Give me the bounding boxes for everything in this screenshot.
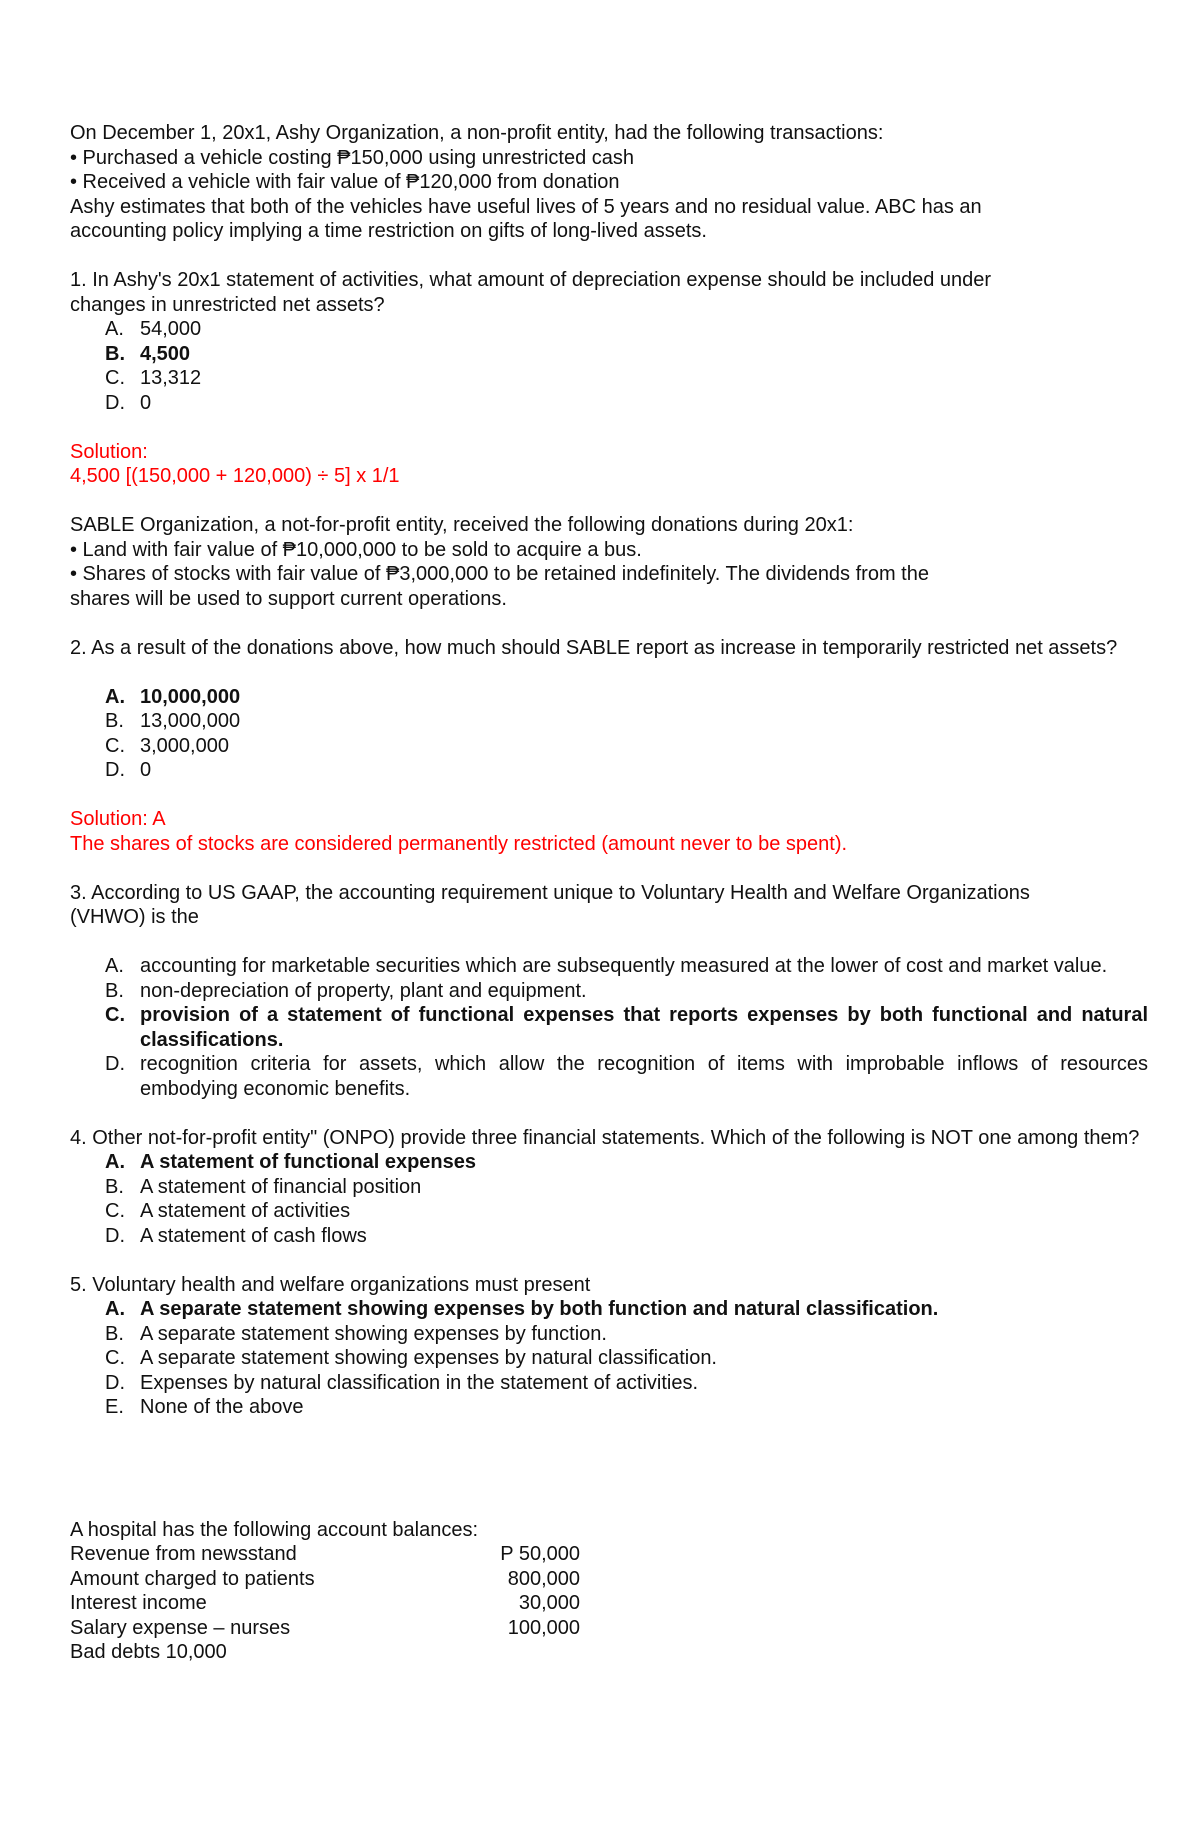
q5-option-d <box>105 1371 1148 1396</box>
q2-option-b <box>105 709 1148 734</box>
hospital-intro: A hospital has the following account balances: <box>70 1518 479 1541</box>
balance-last-line: Bad debts 10,000 <box>70 1641 227 1663</box>
q4-option-c <box>105 1199 1148 1224</box>
intro2-cont: shares will be used to support current operations. <box>70 587 507 610</box>
q1-option-a <box>105 317 1148 342</box>
option-letter: C. <box>105 734 125 757</box>
balance-row <box>70 1567 1148 1592</box>
option-text: A separate statement showing expenses by function. <box>140 1322 607 1345</box>
option-letter: D. <box>105 1224 125 1247</box>
balance-row <box>70 1542 1148 1567</box>
option-text: 13,000,000 <box>140 710 241 732</box>
option-text: A statement of financial position <box>140 1175 422 1198</box>
balance-label: Amount charged to patients <box>70 1567 315 1590</box>
q3-option-b <box>105 979 1148 1004</box>
option-letter: B. <box>105 979 124 1002</box>
q2-solution-label: Solution: A <box>70 808 166 830</box>
q4-options <box>70 1150 1148 1248</box>
q1-question: 1. In Ashy's 20x1 statement of activities, what amount of depreciation expense should be included under <box>70 269 992 291</box>
balance-label: Interest income <box>70 1592 207 1614</box>
option-letter: A. <box>105 955 124 977</box>
option-text: 0 <box>140 391 152 414</box>
option-letter: B. <box>105 710 124 732</box>
option-letter: C. <box>105 367 125 389</box>
intro2-bullet: • Shares of stocks with fair value of ₱3,000,000 to be retained indefinitely. The dividends from the <box>70 563 929 585</box>
q5-question: 5. Voluntary health and welfare organizations must present <box>70 1273 591 1296</box>
option-text: A statement of cash flows <box>140 1224 367 1247</box>
option-text: accounting for marketable securities which are subsequently measured at the lower of cost and market value. <box>140 955 1108 977</box>
q1-solution: 4,500 [(150,000 + 120,000) ÷ 5] x 1/1 <box>70 465 400 487</box>
q1-options <box>70 317 1148 415</box>
balance-row <box>70 1591 1148 1616</box>
option-letter: E. <box>105 1396 124 1418</box>
q4-question: 4. Other not-for-profit entity" (ONPO) provide three financial statements. Which of the following is NOT one among them? <box>70 1126 1140 1149</box>
option-text: Expenses by natural classification in the statement of activities. <box>140 1371 699 1394</box>
q3-option-d <box>105 1052 1148 1101</box>
q3-option-a <box>105 954 1148 979</box>
q3-option-c-answer <box>105 1003 1148 1052</box>
option-letter: A. <box>105 318 124 340</box>
q1-option-d <box>105 391 1148 416</box>
option-letter: A. <box>105 1151 125 1173</box>
option-letter: D. <box>105 1053 125 1075</box>
q1-solution-label: Solution: <box>70 440 148 463</box>
option-letter: C. <box>105 1200 125 1222</box>
q5-options <box>70 1297 1148 1420</box>
option-letter: B. <box>105 342 125 365</box>
option-text: 3,000,000 <box>140 734 229 757</box>
q5-option-b <box>105 1322 1148 1347</box>
q2-option-d <box>105 758 1148 783</box>
q5-option-c <box>105 1346 1148 1371</box>
q3-question: (VHWO) is the <box>70 906 199 928</box>
option-letter: B. <box>105 1175 124 1198</box>
balance-amount: 30,000 <box>518 1592 580 1614</box>
option-letter: D. <box>105 391 125 414</box>
option-text: 10,000,000 <box>140 685 241 708</box>
intro2-bullet: • Land with fair value of ₱10,000,000 to be sold to acquire a bus. <box>70 538 642 561</box>
balance-label: Salary expense – nurses <box>70 1616 291 1639</box>
balance-amount: 800,000 <box>507 1567 580 1590</box>
option-text: 4,500 <box>140 342 191 365</box>
option-letter: C. <box>105 1347 125 1369</box>
option-text: 0 <box>140 759 152 781</box>
option-letter: D. <box>105 759 125 781</box>
q5-option-a-answer <box>105 1297 1148 1322</box>
option-text: non-depreciation of property, plant and equipment. <box>140 979 587 1002</box>
q2-option-c <box>105 734 1148 759</box>
intro1-note: accounting policy implying a time restriction on gifts of long-lived assets. <box>70 220 707 242</box>
option-text: 13,312 <box>140 367 202 389</box>
q4-option-b <box>105 1175 1148 1200</box>
option-letter: B. <box>105 1322 124 1345</box>
q5-option-e <box>105 1395 1148 1420</box>
option-letter: C. <box>105 1004 125 1026</box>
q4-option-a-answer <box>105 1150 1148 1175</box>
balance-row <box>70 1616 1148 1641</box>
q3-question: 3. According to US GAAP, the accounting requirement unique to Voluntary Health and Welfare Organizations <box>70 881 1030 904</box>
q1-question: changes in unrestricted net assets? <box>70 293 385 316</box>
intro2-line: SABLE Organization, a not-for-profit entity, received the following donations during 20x1: <box>70 514 854 536</box>
option-text: A separate statement showing expenses by both function and natural classification. <box>140 1298 939 1320</box>
q2-solution: The shares of stocks are considered permanently restricted (amount never to be spent). <box>70 832 848 855</box>
balance-amount: 100,000 <box>507 1616 580 1639</box>
option-letter: A. <box>105 685 125 708</box>
option-text: provision of a statement of functional expenses that reports expenses by both functional and natural classifications. <box>140 1004 1148 1051</box>
q3-options <box>70 954 1148 1101</box>
q2-options <box>70 685 1148 783</box>
option-text: recognition criteria for assets, which allow the recognition of items with improbable inflows of resources embodying economic benefits. <box>140 1053 1148 1100</box>
intro1-bullet: • Received a vehicle with fair value of ₱120,000 from donation <box>70 171 620 193</box>
option-letter: A. <box>105 1298 125 1320</box>
q1-option-c <box>105 366 1148 391</box>
option-letter: D. <box>105 1371 125 1394</box>
option-text: A separate statement showing expenses by natural classification. <box>140 1347 717 1369</box>
q1-option-b-answer <box>105 342 1148 367</box>
balance-amount: P 50,000 <box>500 1543 580 1565</box>
q2-question: 2. As a result of the donations above, how much should SABLE report as increase in temporarily restricted net assets? <box>70 636 1118 659</box>
q4-option-d <box>105 1224 1148 1249</box>
intro1-line: On December 1, 20x1, Ashy Organization, a non-profit entity, had the following transactions: <box>70 122 884 144</box>
q2-option-a-answer <box>105 685 1148 710</box>
document-content <box>70 121 1148 1665</box>
option-text: A statement of functional expenses <box>140 1151 476 1173</box>
intro1-note: Ashy estimates that both of the vehicles have useful lives of 5 years and no residual value. ABC has an <box>70 195 982 218</box>
option-text: 54,000 <box>140 318 202 340</box>
balance-label: Revenue from newsstand <box>70 1543 297 1565</box>
option-text: None of the above <box>140 1396 304 1418</box>
intro1-bullet: • Purchased a vehicle costing ₱150,000 using unrestricted cash <box>70 146 635 169</box>
option-text: A statement of activities <box>140 1200 351 1222</box>
